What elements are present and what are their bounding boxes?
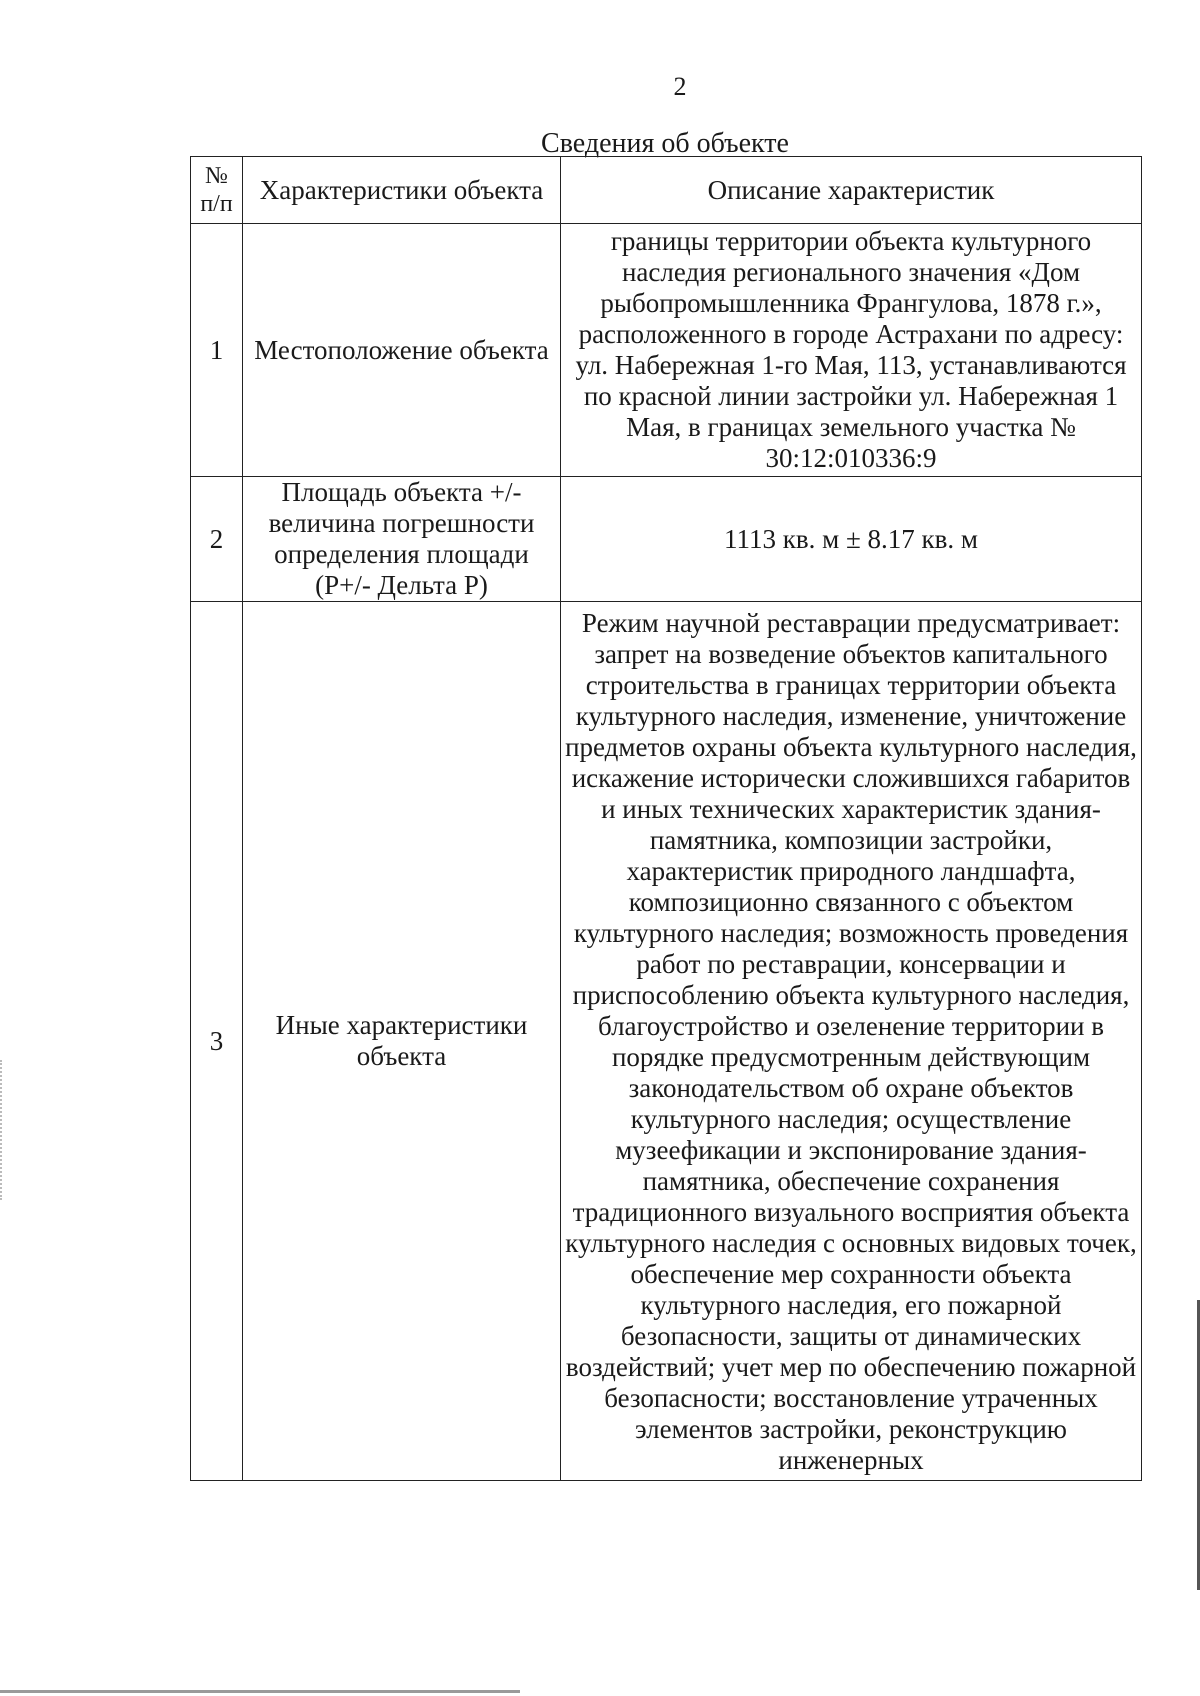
table-row (191, 602, 1142, 1481)
row-description-text: 1113 кв. м ± 8.17 кв. м (724, 523, 978, 554)
row-characteristic: Местоположение объекта (243, 224, 561, 477)
header-description: Описание характеристик (561, 157, 1142, 224)
row-description-text: Режим научной реставрации предусматривает: запрет на возведение объектов капитального строительства в границах территории объекта культурного наследия, изменение, уничтожение предметов охраны объекта культурного наследия, искажение исторически сложившихся габаритов и иных технических характеристик здания-памятника, композиции застройки, характеристик природного ландшафта, композиционно связанного с объектом культурного наследия; возможность проведения работ по реставрации, консервации и приспособлению объекта культурного наследия, благоустройство и озеленение территории в порядке предусмотренным действующим законодательством об охране объектов культурного наследия; осуществление музеефикации и экспонирование здания-памятника, обеспечение сохранения традиционного визуального восприятия объекта культурного наследия с основных видовых точек, обеспечение мер сохранности объекта культурного наследия, его пожарной безопасности, защиты от динамических воздействий; учет мер по обеспечению пожарной безопасности; восстановление утраченных элементов застройки, реконструкцию инженерных (565, 608, 1137, 1475)
row-description (561, 224, 1142, 477)
row-number: 3 (191, 602, 243, 1481)
table-header-row (191, 157, 1142, 224)
row-number: 2 (191, 477, 243, 602)
header-characteristic: Характеристики объекта (243, 157, 561, 224)
table-caption: Сведения об объекте (541, 128, 789, 159)
table-row (191, 477, 1142, 602)
row-description-text: границы территории объекта культурного наследия регионального значения «Дом рыбопромышленника Франгулова, 1878 г.», расположенного в городе Астрахани по адресу: ул. Набережная 1-го Мая, 113, устанавливаются по красной линии застройки ул. Набережная 1 Мая, в границах земельного участка № 30:12:010336:9 (575, 226, 1127, 473)
scan-bottom-edge (0, 1690, 520, 1693)
row-characteristic: Иные характеристики объекта (243, 602, 561, 1481)
page-number: 2 (673, 72, 687, 101)
row-description (561, 602, 1142, 1481)
table-row (191, 224, 1142, 477)
row-characteristic: Площадь объекта +/- величина погрешности определения площади (P+/- Дельта P) (243, 477, 561, 602)
header-number: № п/п (191, 157, 243, 224)
row-number: 1 (191, 224, 243, 477)
object-info-table (190, 156, 1142, 1481)
scan-edge-marks (0, 1060, 5, 1200)
row-description (561, 477, 1142, 602)
